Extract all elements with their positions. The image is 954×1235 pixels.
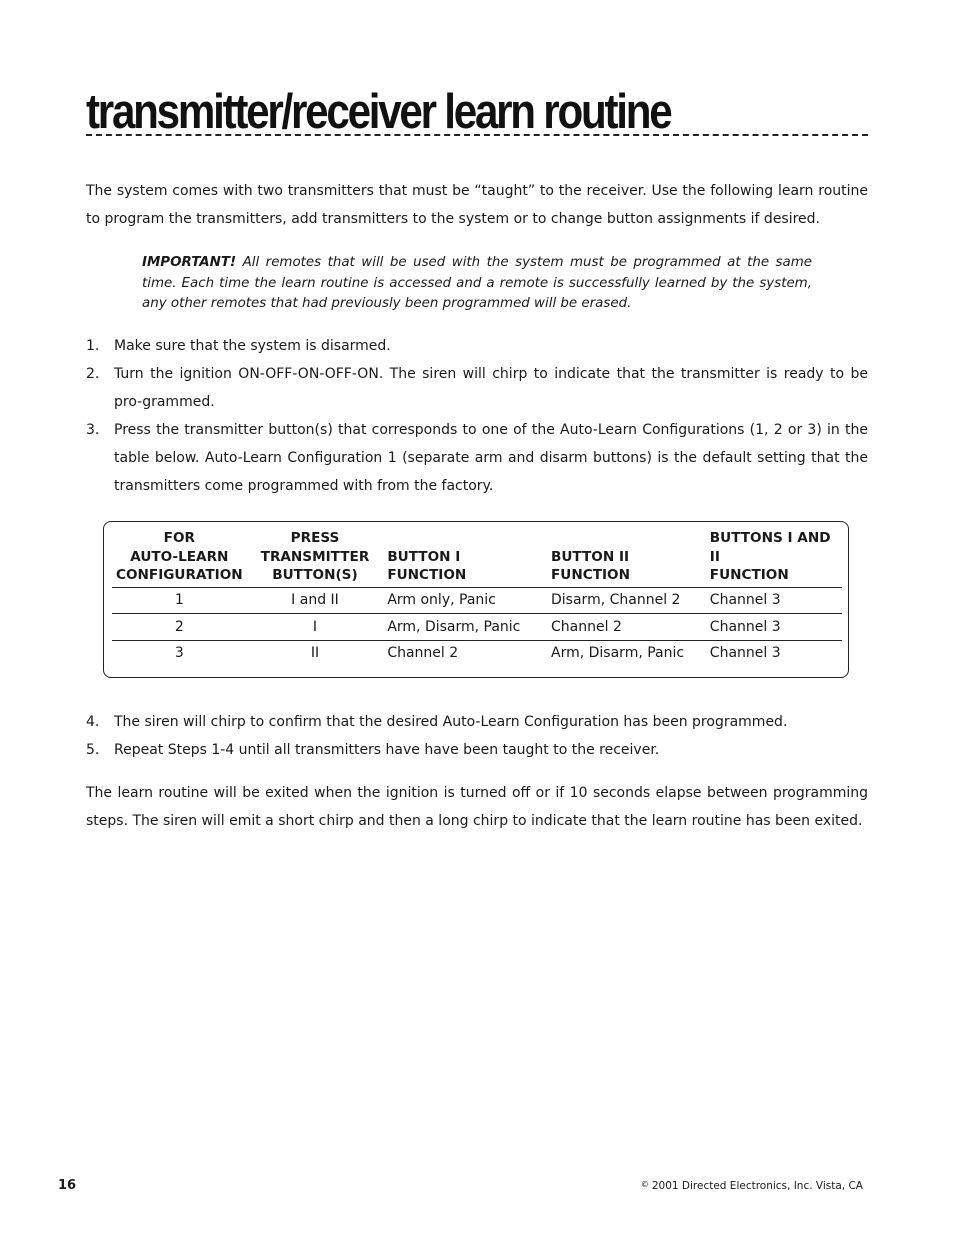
cell-button-i: Arm, Disarm, Panic	[383, 614, 547, 641]
cell-config: 2	[112, 614, 247, 641]
intro-paragraph: The system comes with two transmitters that must be “taught” to the receiver. Use the following learn routine to program the transmitters, add transmitters to the system or to change button assignments if desired.	[86, 183, 868, 227]
cell-buttons-i-ii: Channel 3	[706, 587, 842, 614]
cell-button-i: Arm only, Panic	[383, 587, 547, 614]
cell-button-ii: Arm, Disarm, Panic	[551, 645, 685, 662]
steps-list-second	[86, 708, 868, 764]
cell-press: I and II	[247, 587, 384, 614]
cell-buttons-i-ii: Channel 3	[706, 614, 842, 641]
table-row	[112, 587, 842, 614]
step-text: Make sure that the system is disarmed.	[114, 338, 391, 354]
header-config: FOR AUTO-LEARN CONFIGURATION	[112, 529, 247, 587]
important-label: IMPORTANT!	[142, 255, 237, 270]
config-table-frame	[103, 521, 849, 678]
cell-button-ii: Channel 2	[547, 614, 706, 641]
step-number: 3.	[86, 422, 100, 438]
step-item	[86, 332, 868, 360]
page-title: transmitter/receiver learn routine	[86, 85, 671, 139]
cell-press: II	[310, 645, 320, 662]
step-item	[86, 416, 868, 500]
step-item	[86, 708, 868, 736]
header-buttons-i-and-ii: BUTTONS I AND II FUNCTION	[706, 529, 842, 587]
copyright-notice	[641, 1180, 863, 1192]
step-text: Repeat Steps 1-4 until all transmitters have have been taught to the receiver.	[114, 742, 660, 758]
header-button-i: BUTTON I FUNCTION	[383, 529, 547, 587]
page-number: 16	[58, 1178, 77, 1193]
auto-learn-config-table	[112, 529, 842, 666]
copyright-symbol: ©	[640, 1180, 649, 1189]
cell-button-ii: Disarm, Channel 2	[547, 587, 706, 614]
important-note	[142, 253, 812, 315]
step-text: Turn the ignition ON-OFF-ON-OFF-ON. The siren will chirp to indicate that the transmitter is ready to be pro-grammed.	[114, 366, 868, 410]
table-header-row	[112, 529, 842, 587]
cell-buttons-i-ii: Channel 3	[709, 645, 781, 662]
step-text: Press the transmitter button(s) that corresponds to one of the Auto-Learn Configurations (1, 2 or 3) in the table below. Auto-Learn Configuration 1 (separate arm and disarm buttons) is the default setting that the transmitters come programmed with from the factory.	[114, 422, 868, 494]
header-button-ii: BUTTON II FUNCTION	[547, 529, 706, 587]
step-number: 4.	[86, 714, 100, 730]
header-press-button: PRESS TRANSMITTER BUTTON(S)	[247, 529, 384, 587]
cell-config: 3	[174, 645, 184, 662]
step-number: 2.	[86, 366, 100, 382]
title-dashed-rule	[86, 134, 868, 136]
step-number: 5.	[86, 742, 100, 758]
step-text: The siren will chirp to confirm that the desired Auto-Learn Configuration has been programmed.	[114, 714, 788, 730]
step-number: 1.	[86, 338, 100, 354]
cell-config: 1	[112, 587, 247, 614]
cell-button-i: Channel 2	[387, 645, 459, 662]
cell-press: I	[247, 614, 384, 641]
closing-paragraph: The learn routine will be exited when the ignition is turned off or if 10 seconds elapse between programming steps. The siren will emit a short chirp and then a long chirp to indicate that the learn routine has been exited.	[86, 785, 868, 829]
table-row	[112, 614, 842, 641]
step-item	[86, 360, 868, 416]
step-item	[86, 736, 868, 764]
steps-list-first	[86, 332, 868, 500]
important-text: All remotes that will be used with the system must be programmed at the same time. Each time the learn routine is accessed and a remote is successfully learned by the system, any other remotes that had previously been programmed will be erased.	[142, 255, 812, 311]
table-row	[112, 640, 842, 666]
copyright-text: 2001 Directed Electronics, Inc. Vista, CA	[651, 1180, 863, 1192]
